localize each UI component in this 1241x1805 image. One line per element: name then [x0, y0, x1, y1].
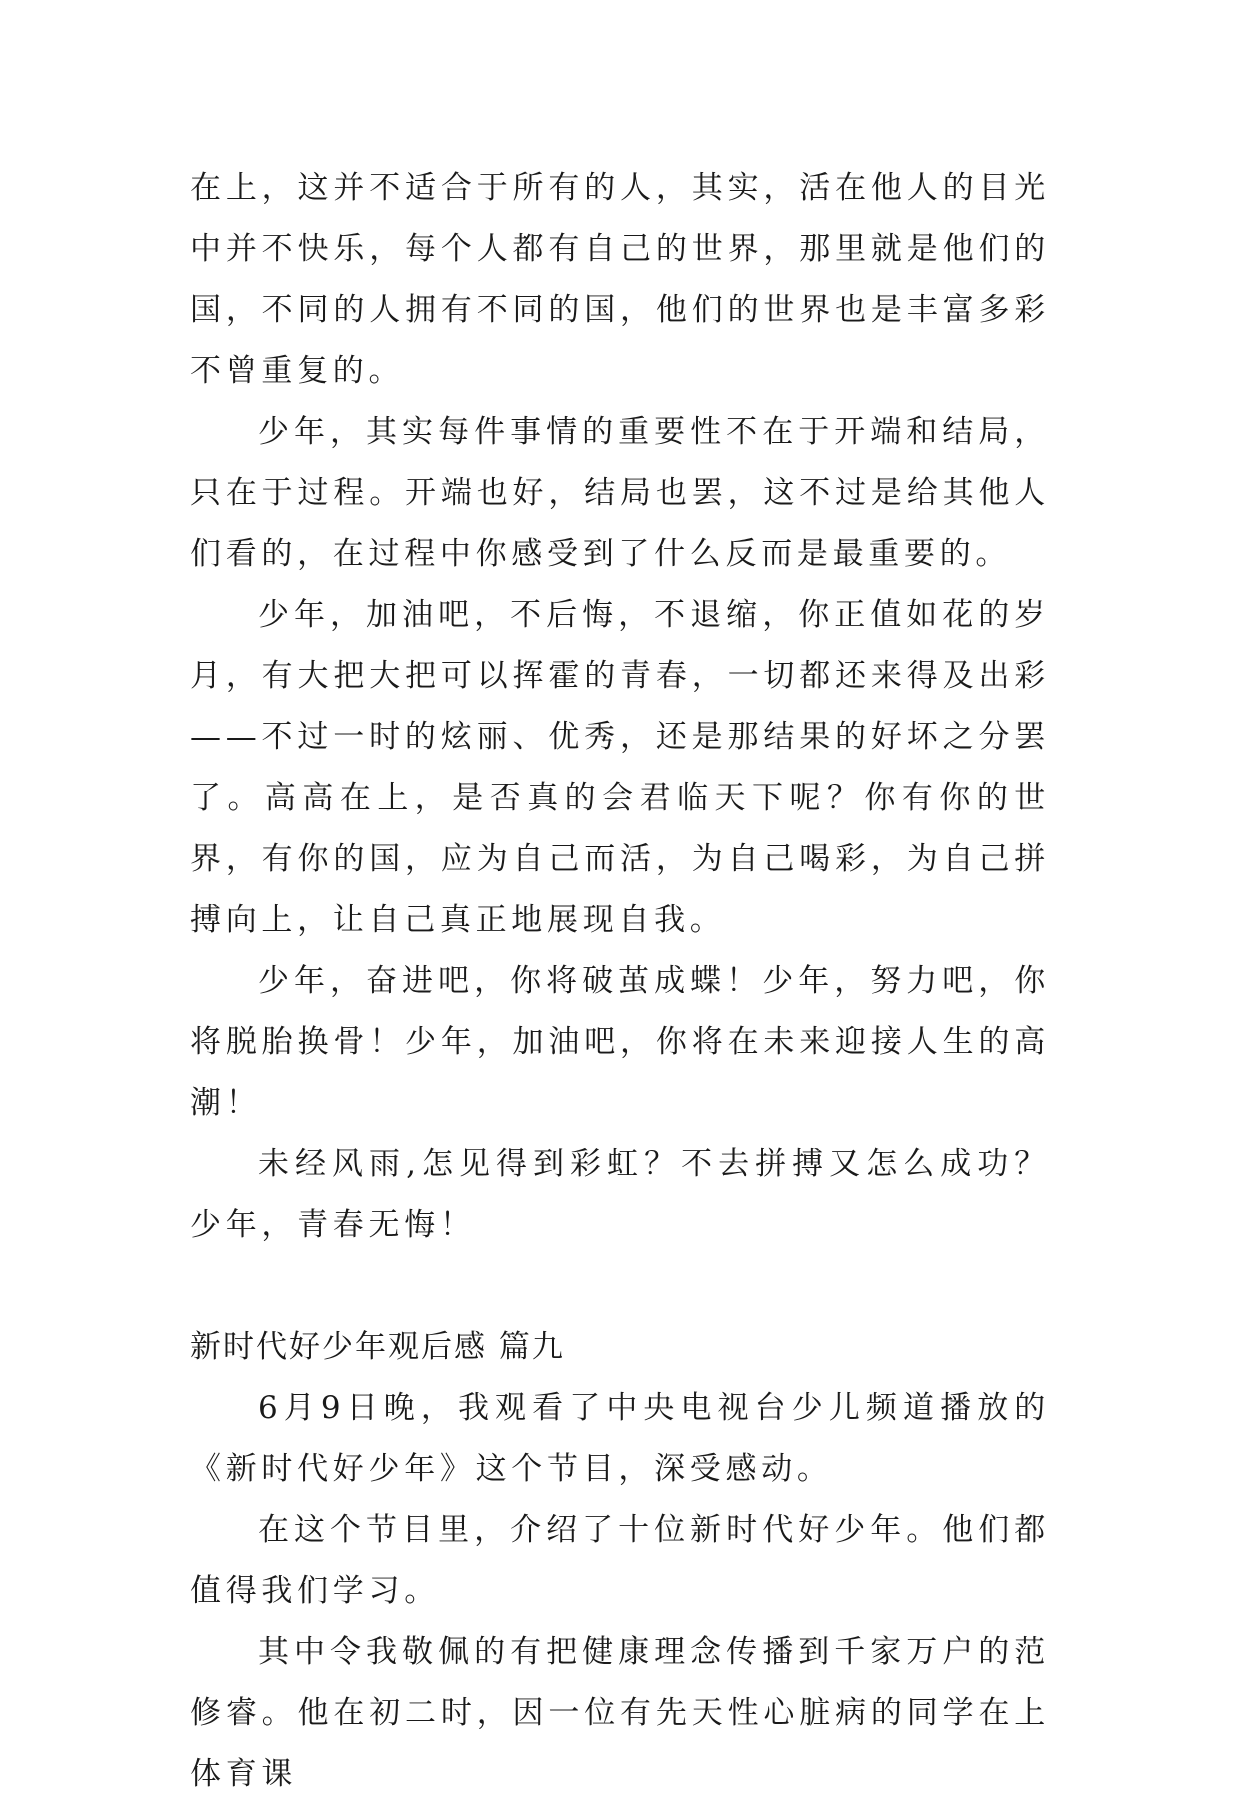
paragraph-no-regret: 未经风雨,怎见得到彩虹？不去拼搏又怎么成功？少年，青春无悔！ [190, 1146, 1050, 1243]
paragraph-program: 6月9日晚，我观看了中央电视台少儿频道播放的《新时代好少年》这个节目，深受感动。 [190, 1390, 1050, 1487]
paragraph-continuation: 在上，这并不适合于所有的人，其实，活在他人的目光中并不快乐，每个人都有自己的世界，那里就是他们的国，不同的人拥有不同的国，他们的世界也是丰富多彩不曾重复的。 [190, 170, 1050, 389]
paragraph-fan-xiurui: 其中令我敬佩的有把健康理念传播到千家万户的范修睿。他在初二时，因一位有先天性心脏病的同学在上体育课 [190, 1634, 1050, 1792]
paragraph-ten-youths: 在这个节目里，介绍了十位新时代好少年。他们都值得我们学习。 [190, 1512, 1050, 1609]
paragraph-youth: 少年，加油吧，不后悔，不退缩，你正值如花的岁月，有大把大把可以挥霍的青春，一切都还来得及出彩——不过一时的炫丽、优秀，还是那结果的好坏之分罢了。高高在上，是否真的会君临天下呢？你有你的世界，有你的国，应为自己而活，为自己喝彩，为自己拼搏向上，让自己真正地展现自我。 [190, 597, 1050, 938]
section-heading: 新时代好少年观后感 篇九 [190, 1329, 565, 1365]
paragraph-process: 少年，其实每件事情的重要性不在于开端和结局，只在于过程。开端也好，结局也罢，这不过是给其他人们看的，在过程中你感受到了什么反而是最重要的。 [190, 414, 1050, 572]
paragraph-strive: 少年，奋进吧，你将破茧成蝶！少年，努力吧，你将脱胎换骨！少年，加油吧，你将在未来迎接人生的高潮！ [190, 963, 1050, 1121]
document-body [190, 158, 1050, 1805]
